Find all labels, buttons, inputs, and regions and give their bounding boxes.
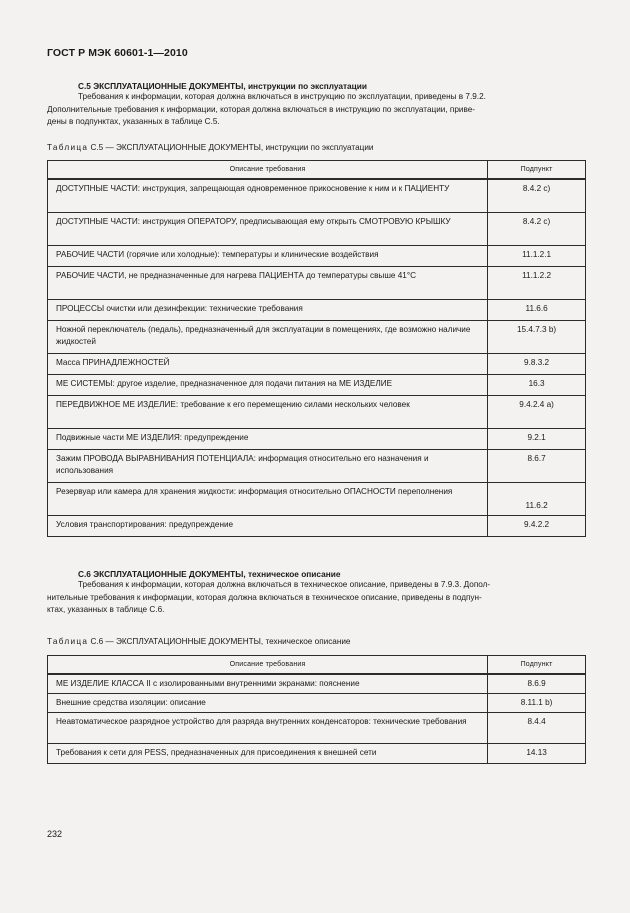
row-description: РАБОЧИЕ ЧАСТИ, не предназначенные для нагрева ПАЦИЕНТА до температуры свыше 41°С [48,267,488,300]
row-subclause: 9.4.2.4 a) [488,396,586,429]
page-number: 232 [47,829,63,839]
row-subclause: 16.3 [488,375,586,396]
paragraph-line: Требования к информации, которая должна включаться в техническое описание, приведены в 7.9.3. Допол- [78,580,491,589]
row-subclause: 11.6.6 [488,300,586,321]
row-subclause: 14.13 [488,744,586,763]
row-subclause: 8.6.7 [488,450,586,483]
table-c6 [47,655,586,764]
row-subclause: 11.1.2.1 [488,246,586,267]
row-description: РАБОЧИЕ ЧАСТИ (горячие или холодные): температуры и клинические воздействия [48,246,488,267]
table-row [48,429,586,450]
row-description: ПЕРЕДВИЖНОЕ МЕ ИЗДЕЛИЕ: требование к его перемещению силами нескольких человек [48,396,488,429]
row-subclause: 9.8.3.2 [488,354,586,375]
paragraph-line: нительные требования к информации, которая должна включаться в техническое описание, приведены в подпун- [47,592,482,602]
table-row [48,354,586,375]
column-header-subclause: Подпункт [488,161,586,180]
row-subclause: 8.4.2 c) [488,213,586,246]
row-subclause: 11.6.2 [488,483,586,516]
caption-text: С.5 — ЭКСПЛУАТАЦИОННЫЕ ДОКУМЕНТЫ, инструкции по эксплуатации [90,143,374,152]
column-header-description: Описание требования [48,656,488,675]
section-c5-title: С.5 ЭКСПЛУАТАЦИОННЫЕ ДОКУМЕНТЫ, инструкции по эксплуатации [78,81,367,91]
table-row [48,300,586,321]
table-row [48,483,586,516]
table-row [48,179,586,213]
row-subclause: 8.4.4 [488,713,586,744]
row-description: Неавтоматическое разрядное устройство для разряда внутренних конденсаторов: технические требования [48,713,488,744]
table-c5-caption [47,143,373,152]
table-c5 [47,160,586,537]
row-subclause: 8.6.9 [488,674,586,694]
table-c6-caption [47,637,351,646]
row-description: Условия транспортирования: предупреждение [48,516,488,537]
row-subclause: 9.4.2.2 [488,516,586,537]
section-c6-title: С.6 ЭКСПЛУАТАЦИОННЫЕ ДОКУМЕНТЫ, техническое описание [78,569,341,579]
table-row [48,674,586,694]
table-row [48,396,586,429]
section-c5-paragraph [47,91,585,129]
row-description: Подвижные части МЕ ИЗДЕЛИЯ: предупреждение [48,429,488,450]
table-row [48,246,586,267]
row-subclause: 8.11.1 b) [488,694,586,713]
row-subclause: 9.2.1 [488,429,586,450]
row-description: Резервуар или камера для хранения жидкости: информация относительно ОПАСНОСТИ переполнения [48,483,488,516]
row-description: Требования к сети для PESS, предназначенных для присоединения к внешней сети [48,744,488,763]
row-subclause: 15.4.7.3 b) [488,321,586,354]
row-description: Ножной переключатель (педаль), предназначенный для эксплуатации в помещениях, где возможно наличие жидкостей [48,321,488,354]
paragraph-line: Требования к информации, которая должна включаться в инструкцию по эксплуатации, приведены в 7.9.2. [78,92,486,101]
row-description: МЕ СИСТЕМЫ: другое изделие, предназначенное для подачи питания на МЕ ИЗДЕЛИЕ [48,375,488,396]
paragraph-line: дены в подпунктах, указанных в таблице С.5. [47,117,220,127]
table-row [48,744,586,763]
caption-label: Таблица [47,637,89,646]
row-description: Зажим ПРОВОДА ВЫРАВНИВАНИЯ ПОТЕНЦИАЛА: информация относительно его назначения и использования [48,450,488,483]
row-subclause: 11.1.2.2 [488,267,586,300]
column-header-subclause: Подпункт [488,656,586,675]
row-description: Масса ПРИНАДЛЕЖНОСТЕЙ [48,354,488,375]
column-header-description: Описание требования [48,161,488,180]
table-row [48,267,586,300]
table-row [48,375,586,396]
row-description: ДОСТУПНЫЕ ЧАСТИ: инструкция ОПЕРАТОРУ, предписывающая ему открыть СМОТРОВУЮ КРЫШКУ [48,213,488,246]
caption-text: С.6 — ЭКСПЛУАТАЦИОННЫЕ ДОКУМЕНТЫ, техническое описание [90,637,351,646]
row-description: МЕ ИЗДЕЛИЕ КЛАССА II с изолированными внутренними экранами: пояснение [48,674,488,694]
caption-label: Таблица [47,143,89,152]
table-row [48,713,586,744]
table-row [48,516,586,537]
table-row [48,321,586,354]
section-c6-paragraph [47,579,585,617]
table-row [48,450,586,483]
table-row [48,694,586,713]
row-description: ДОСТУПНЫЕ ЧАСТИ: инструкция, запрещающая одновременное прикосновение к ним и к ПАЦИЕНТУ [48,179,488,213]
paragraph-line: Дополнительные требования к информации, которая должна включаться в инструкцию по эксплуатации, приве- [47,104,475,114]
table-row [48,213,586,246]
row-subclause: 8.4.2 c) [488,179,586,213]
document-header: ГОСТ Р МЭК 60601-1—2010 [47,47,188,59]
row-description: Внешние средства изоляции: описание [48,694,488,713]
paragraph-line: ктах, указанных в таблице С.6. [47,605,165,615]
row-description: ПРОЦЕССЫ очистки или дезинфекции: технические требования [48,300,488,321]
